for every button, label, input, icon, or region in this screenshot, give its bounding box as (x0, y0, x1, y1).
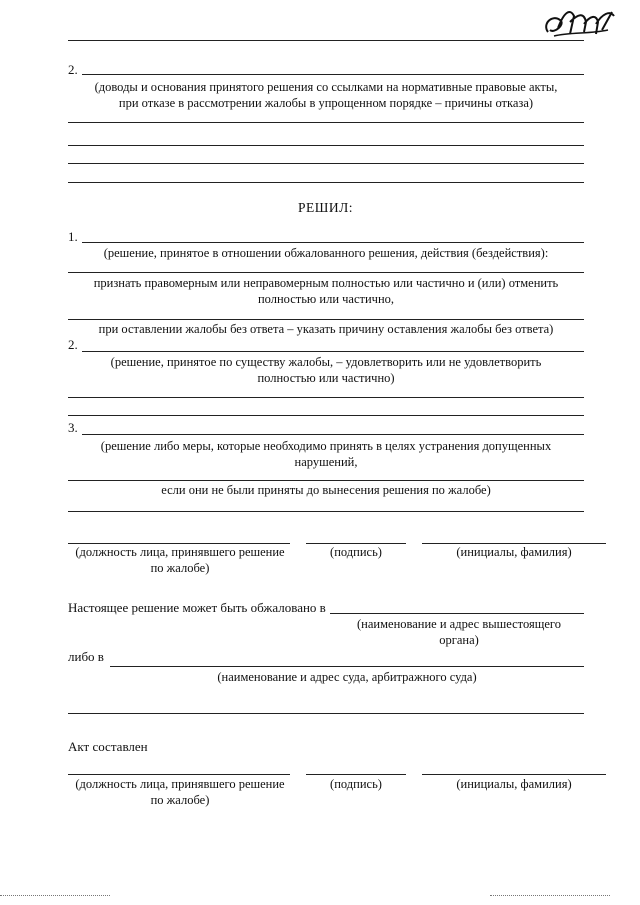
fill-line (68, 415, 584, 416)
handwritten-signature-image (540, 4, 620, 44)
caption-line: (должность лица, принявшего решение (75, 777, 285, 791)
caption-line: (доводы и основания принятого решения со ссылками на нормативные правовые акты, (94, 80, 558, 94)
act-label: Акт составлен (68, 739, 148, 754)
caption-line: по жалобе) (150, 561, 210, 575)
caption-line: полностью или частично) (257, 371, 395, 385)
section2-caption (68, 79, 584, 111)
signature-line (306, 774, 406, 775)
signature-line (422, 774, 606, 775)
appeal-court-caption: (наименование и адрес суда, арбитражного суда) (217, 670, 477, 684)
fill-line (82, 434, 584, 435)
scan-noise (490, 895, 610, 897)
appeal-text: Настоящее решение может быть обжаловано в (68, 600, 326, 615)
item3-condition: если они не были приняты до вынесения решения по жалобе) (161, 483, 491, 497)
item1-caption: (решение, принятое в отношении обжалованного решения, действия (бездействия): (103, 246, 549, 260)
appeal-or-label: либо в (68, 649, 104, 664)
fill-line (68, 145, 584, 146)
item1-no-answer: при оставлении жалобы без ответа – указать причину оставления жалобы без ответа) (98, 322, 554, 336)
decision-heading: РЕШИЛ: (298, 200, 354, 215)
caption-line: (наименование и адрес вышестоящего (357, 617, 561, 631)
signature1-position (64, 544, 296, 576)
fill-line (68, 122, 584, 123)
fill-line (330, 613, 584, 614)
caption-line: признать правомерным или неправомерным полностью или частично и (или) отменить (93, 276, 559, 290)
caption-line: при отказе в рассмотрении жалобы в упрощенном порядке – причины отказа) (118, 96, 534, 110)
signature1-sign: (подпись) (330, 545, 382, 559)
fill-line (68, 397, 584, 398)
item1-options (68, 275, 584, 307)
item2-caption (68, 354, 584, 386)
fill-line (68, 163, 584, 164)
caption-line: (решение либо меры, которые необходимо принять в целях устранения допущенных (100, 439, 552, 453)
signature1-name: (инициалы, фамилия) (456, 545, 572, 559)
appeal-body-caption (334, 616, 584, 648)
fill-line (68, 480, 584, 481)
fill-line (68, 319, 584, 320)
caption-line: полностью или частично, (257, 292, 395, 306)
signature2-position (64, 776, 296, 808)
scan-noise (0, 895, 110, 897)
caption-line: (решение, принятое по существу жалобы, – удовлетворить или не удовлетворить (110, 355, 542, 369)
fill-line (82, 74, 584, 75)
caption-line: нарушений, (294, 455, 358, 469)
item1-number: 1. (68, 229, 78, 244)
signature-line (68, 774, 290, 775)
fill-line (68, 713, 584, 714)
fill-line (68, 511, 584, 512)
item3-caption (68, 438, 584, 470)
fill-line (68, 272, 584, 273)
item2-number: 2. (68, 337, 78, 352)
fill-line (82, 351, 584, 352)
caption-line: (должность лица, принявшего решение (75, 545, 285, 559)
fill-line (110, 666, 584, 667)
caption-line: по жалобе) (150, 793, 210, 807)
signature2-name: (инициалы, фамилия) (456, 777, 572, 791)
signature2-sign: (подпись) (330, 777, 382, 791)
section2-number: 2. (68, 62, 78, 77)
fill-line (68, 40, 584, 41)
item3-number: 3. (68, 420, 78, 435)
fill-line (68, 182, 584, 183)
caption-line: органа) (439, 633, 479, 647)
fill-line (82, 242, 584, 243)
